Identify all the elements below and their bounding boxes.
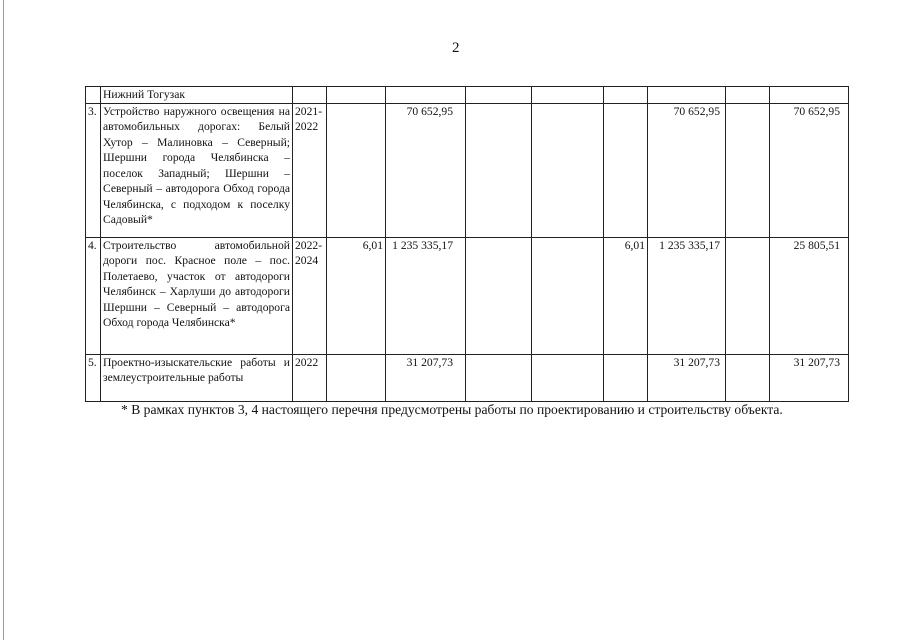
value-cell [466, 103, 532, 237]
value-cell [726, 87, 770, 104]
value-cell [532, 87, 604, 104]
row-number: 5. [86, 354, 101, 401]
value-cell [466, 87, 532, 104]
value-cell [726, 237, 770, 354]
table-row [86, 354, 849, 401]
cost-value: 70 652,95 [770, 103, 849, 237]
footnote: * В рамках пунктов 3, 4 настоящего перечня предусмотрены работы по проектированию и строительству объекта. [121, 402, 783, 417]
value-cell [466, 354, 532, 401]
value-cell [532, 237, 604, 354]
length-value: 6,01 [604, 237, 648, 354]
table-row [86, 87, 849, 104]
length-value [327, 354, 386, 401]
cost-value: 31 207,73 [386, 354, 466, 401]
table-row [86, 237, 849, 354]
work-name: Устройство наружного освещения на автомобильных дорогах: Белый Хутор – Малиновка – Северный; Шершни города Челябинска – поселок Западный; Шершни – Северный – автодорога Обход города Челябинска, с подходом к поселку Садовый* [101, 103, 293, 237]
length-value: 6,01 [327, 237, 386, 354]
implementation-period: 2021-2022 [293, 103, 327, 237]
cost-value: 70 652,95 [386, 103, 466, 237]
page-number: 2 [452, 40, 460, 56]
value-cell [466, 237, 532, 354]
work-name: Проектно-изыскательские работы и землеустроительные работы [101, 354, 293, 401]
works-table-body [86, 87, 849, 402]
work-name: Строительство автомобильной дороги пос. Красное поле – пос. Полетаево, участок от автодороги Челябинск – Харлуши до автодороги Шершни – Северный – автодорога Обход города Челябинска* [101, 237, 293, 354]
cost-value: 70 652,95 [648, 103, 726, 237]
length-value [327, 103, 386, 237]
row-number [86, 87, 101, 104]
implementation-period: 2022-2024 [293, 237, 327, 354]
value-cell [726, 103, 770, 237]
value-cell [726, 354, 770, 401]
cost-value: 25 805,51 [770, 237, 849, 354]
scan-edge-line [3, 0, 4, 640]
row-number: 3. [86, 103, 101, 237]
table-row [86, 103, 849, 237]
cost-value: 31 207,73 [648, 354, 726, 401]
row-number: 4. [86, 237, 101, 354]
works-table [85, 86, 849, 402]
length-value [604, 87, 648, 104]
work-name: Нижний Тогузак [101, 87, 293, 104]
cost-value [770, 87, 849, 104]
cost-value [386, 87, 466, 104]
length-value [604, 354, 648, 401]
cost-value: 31 207,73 [770, 354, 849, 401]
value-cell [532, 103, 604, 237]
cost-value: 1 235 335,17 [386, 237, 466, 354]
length-value [604, 103, 648, 237]
implementation-period [293, 87, 327, 104]
value-cell [532, 354, 604, 401]
implementation-period: 2022 [293, 354, 327, 401]
cost-value: 1 235 335,17 [648, 237, 726, 354]
cost-value [648, 87, 726, 104]
length-value [327, 87, 386, 104]
